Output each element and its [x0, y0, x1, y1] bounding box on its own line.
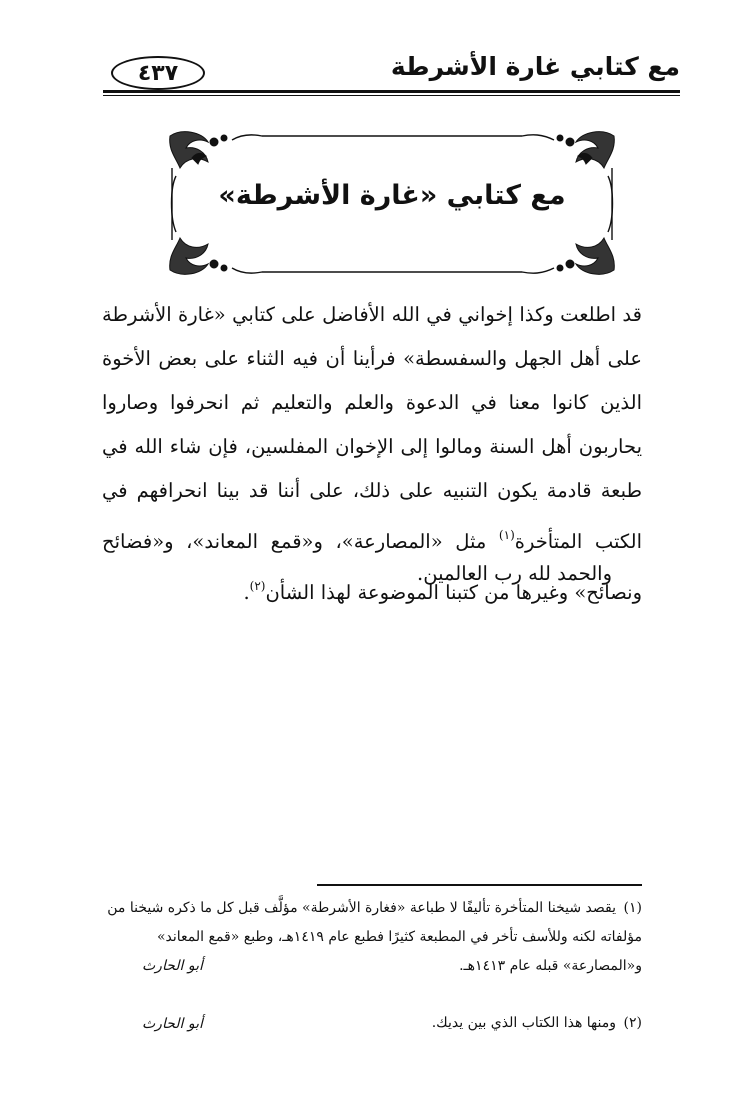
body-text-main: قد اطلعت وكذا إخواني في الله الأفاضل على كتابي «غارة الأشرطة على أهل الجهل والسفسطة» فرأينا أن فيه الثناء على بعض الأخوة الذين كانوا معنا في الدعوة والعلم والتعليم ثم انحرفوا وصاروا يحاربون أهل السنة ومالوا إلى الإخوان المفلسين، فإن شاء الله في طبعة قادمة يكون التنبيه على ذلك، على أننا قد بينا انحرافهم في الكتب المتأخرة	[102, 303, 642, 553]
footnote-number: (٢)	[623, 1015, 642, 1031]
header-rule	[103, 90, 680, 93]
running-title: مع كتابي غارة الأشرطة	[390, 52, 680, 81]
header-rule-thin	[103, 95, 680, 96]
footnote-ref-2[interactable]: (٢)	[249, 579, 266, 593]
chapter-title: مع كتابي «غارة الأشرطة»	[218, 180, 566, 211]
footnote-text: مؤلفاته لكنه وللأسف تأخر في المطبعة كثيرًا فطبع عام ١٤١٩هـ، وطبع «قمع المعاند»	[156, 929, 642, 945]
footnote-text: يقصد شيخنا المتأخرة تأليفًا لا طباعة «فغارة الأشرطة» مؤلَّف قبل كل ما ذكره شيخنا من	[107, 900, 616, 916]
footnote-number: (١)	[623, 900, 642, 916]
running-header	[103, 48, 680, 96]
closing-line: والحمد لله رب العالمين.	[417, 562, 612, 585]
body-text-continued: مثل «المصارعة»، و«قمع المعاند»، و«فضائح ونصائح» وغيرها من كتبنا الموضوعة لهذا الشأن	[102, 530, 642, 604]
footnote-signature: أبو الحارث	[142, 1016, 203, 1032]
body-text-end: .	[243, 581, 250, 604]
page-number-cartouche	[111, 56, 205, 90]
footnote-separator	[317, 884, 642, 886]
chapter-title-frame	[162, 128, 622, 278]
footnote-signature: أبو الحارث	[142, 958, 203, 974]
footnote-text: و«المصارعة» قبله عام ١٤١٣هـ.	[459, 958, 642, 974]
footnote-ref-1[interactable]: (١)	[498, 528, 515, 542]
footnote-text: ومنها هذا الكتاب الذي بين يديك.	[431, 1015, 616, 1031]
page-number: ٤٣٧	[137, 60, 179, 86]
footnotes	[102, 894, 642, 1038]
